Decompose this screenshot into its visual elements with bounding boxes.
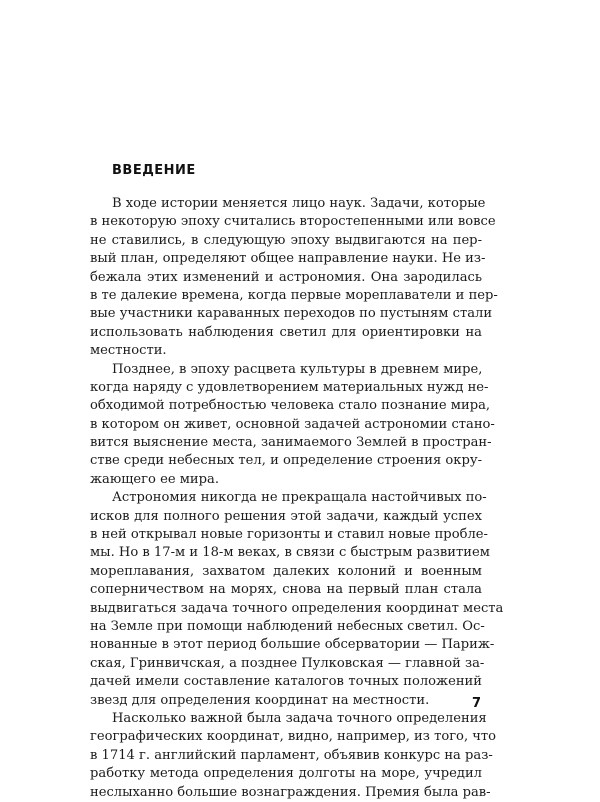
text-line: Астрономия никогда не прекращала настойчивых по- bbox=[112, 490, 487, 506]
text-line: жающего ее мира. bbox=[90, 471, 220, 487]
text-line: работку метода определения долготы на море, учредил bbox=[90, 766, 482, 782]
section-heading: ВВЕДЕНИЕ bbox=[112, 163, 196, 178]
text-line: в те далекие времена, когда первые мореплаватели и пер- bbox=[90, 287, 498, 303]
paragraph bbox=[90, 489, 504, 710]
text-line: когда наряду с удовлетворением материальных нужд не- bbox=[90, 379, 489, 395]
text-line: использовать наблюдения светил для ориентировки на bbox=[90, 324, 482, 340]
paragraph bbox=[90, 361, 495, 490]
text-line: вится выяснение места, занимаемого Землей в простран- bbox=[90, 435, 492, 451]
text-line: стве среди небесных тел, и определение строения окру- bbox=[90, 453, 482, 469]
text-line: В ходе истории меняется лицо наук. Задачи, которые bbox=[112, 196, 486, 211]
text-line: ская, Гринвичская, а позднее Пулковская — главной за- bbox=[90, 655, 485, 671]
text-line: Позднее, в эпоху расцвета культуры в древнем мире, bbox=[112, 361, 483, 377]
text-line: неслыханно большие вознаграждения. Премия была рав- bbox=[90, 784, 491, 800]
page-number: 7 bbox=[472, 696, 482, 711]
text-line: дачей имели составление каталогов точных положений bbox=[90, 674, 482, 690]
text-line: бежала этих изменений и астрономия. Она зародилась bbox=[90, 269, 482, 285]
body-text bbox=[90, 195, 504, 802]
paragraph bbox=[90, 710, 497, 802]
text-line: в 1714 г. английский парламент, объявив конкурс на раз- bbox=[90, 747, 493, 763]
text-line: соперничеством на морях, снова на первый план стала bbox=[90, 582, 482, 598]
text-line: не ставились, в следующую эпоху выдвигаются на пер- bbox=[90, 232, 482, 248]
text-line: звезд для определения координат на местности. bbox=[90, 692, 430, 708]
text-line: обходимой потребностью человека стало познание мира, bbox=[90, 398, 491, 414]
text-line: исков для полного решения этой задачи, каждый успех bbox=[90, 508, 482, 524]
text-line: вые участники караванных переходов по пустыням стали bbox=[90, 306, 493, 322]
text-line: мореплавания, захватом далеких колоний и военным bbox=[90, 563, 482, 579]
text-line: географических координат, видно, например, из того, что bbox=[90, 729, 497, 745]
text-line: мы. Но в 17-м и 18-м веках, в связи с быстрым развитием bbox=[90, 545, 490, 561]
text-line: Насколько важной была задача точного определения bbox=[112, 710, 487, 726]
text-line: местности. bbox=[90, 343, 167, 359]
text-line: в котором он живет, основной задачей астрономии стано- bbox=[90, 416, 495, 432]
text-line: выдвигаться задача точного определения координат места bbox=[90, 600, 504, 616]
text-line: в ней открывал новые горизонты и ставил новые пробле- bbox=[90, 527, 488, 543]
text-line: вый план, определяют общее направление науки. Не из- bbox=[90, 251, 486, 267]
paragraph bbox=[90, 195, 498, 361]
text-line: нованные в этот период большие обсерватории — Париж- bbox=[90, 637, 495, 653]
text-line: на Земле при помощи наблюдений небесных светил. Ос- bbox=[90, 618, 485, 634]
text-line: в некоторую эпоху считались второстепенными или вовсе bbox=[90, 214, 496, 230]
